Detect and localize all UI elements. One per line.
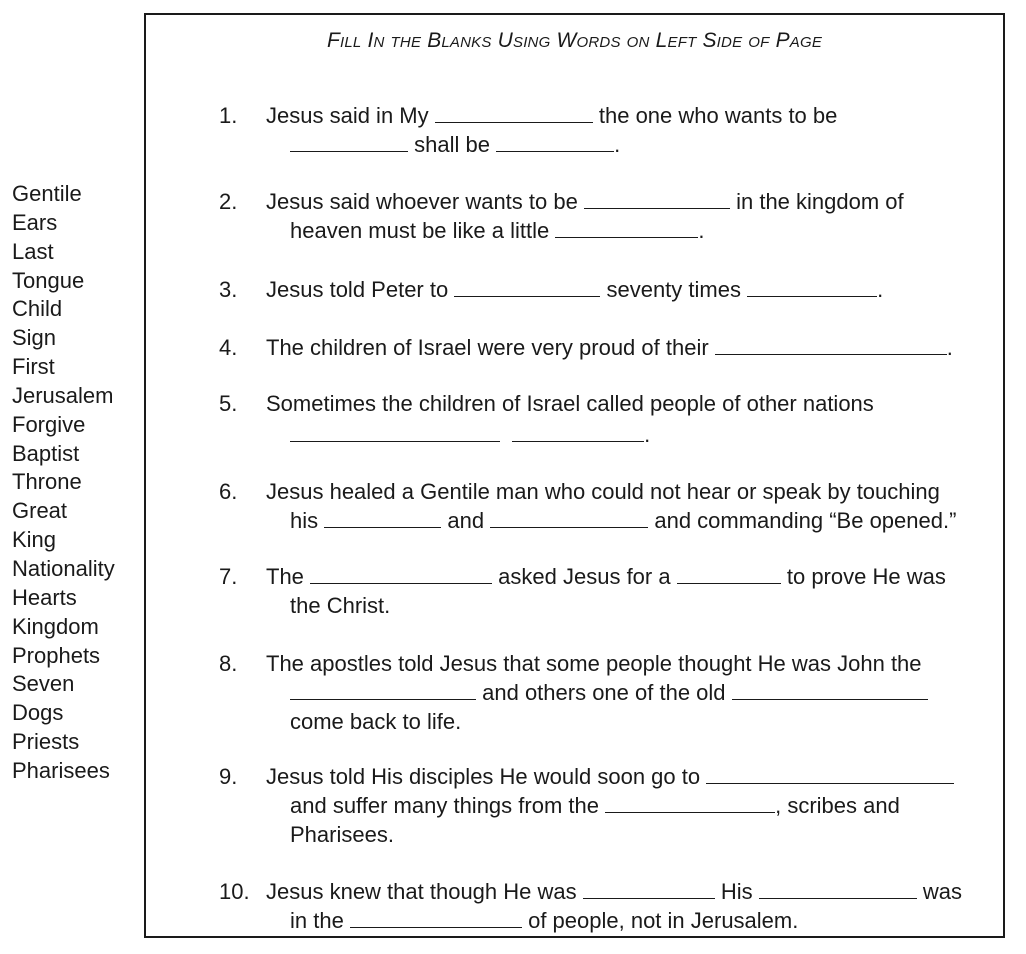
word-bank-item: Throne bbox=[12, 469, 82, 495]
question-text: His bbox=[720, 879, 753, 904]
question-text: , scribes and bbox=[775, 793, 900, 818]
question-number: 8. bbox=[219, 651, 238, 676]
question-text: in the bbox=[290, 908, 344, 933]
word-bank-item: Dogs bbox=[12, 700, 64, 726]
question-text: the Christ. bbox=[290, 593, 391, 618]
question-text: and bbox=[447, 508, 485, 533]
question-line bbox=[266, 389, 874, 418]
word-bank-item: Baptist bbox=[12, 440, 80, 466]
question-line bbox=[266, 333, 953, 362]
question-number: 2. bbox=[219, 189, 238, 214]
question-line bbox=[290, 791, 900, 820]
answer-blank[interactable] bbox=[715, 334, 947, 355]
question-text: Jesus told Peter to bbox=[266, 277, 449, 302]
word-bank-item: Tongue bbox=[12, 267, 85, 293]
question-line bbox=[290, 820, 394, 849]
question-text: and others one of the old bbox=[482, 680, 726, 705]
question-line bbox=[266, 877, 962, 906]
question-number: 10. bbox=[219, 879, 250, 904]
question-text: his bbox=[290, 508, 319, 533]
question-line bbox=[290, 420, 650, 449]
question-text: Jesus knew that though He was bbox=[266, 879, 577, 904]
worksheet-frame bbox=[144, 13, 1005, 938]
question-line bbox=[290, 216, 705, 245]
answer-blank[interactable] bbox=[512, 421, 644, 442]
answer-blank[interactable] bbox=[496, 131, 614, 152]
word-bank-item: Hearts bbox=[12, 584, 77, 610]
answer-blank[interactable] bbox=[435, 102, 593, 123]
question-text: The apostles told Jesus that some people thought He was John the bbox=[266, 651, 922, 676]
question-text: The bbox=[266, 564, 304, 589]
question-text: was bbox=[922, 879, 963, 904]
word-bank-item: Jerusalem bbox=[12, 382, 114, 408]
answer-blank[interactable] bbox=[290, 131, 408, 152]
question-text: to prove He was bbox=[786, 564, 946, 589]
page-heading: Fill In the Blanks Using Words on Left Side of Page bbox=[326, 29, 823, 52]
question-line bbox=[266, 477, 940, 506]
word-bank-item: Great bbox=[12, 498, 68, 524]
word-bank-item: Forgive bbox=[12, 411, 86, 437]
question-line bbox=[266, 275, 883, 304]
word-bank-item: First bbox=[12, 354, 55, 380]
answer-blank[interactable] bbox=[732, 679, 928, 700]
question-text: the one who wants to be bbox=[598, 103, 838, 128]
question-line bbox=[290, 906, 798, 935]
question-number: 3. bbox=[219, 277, 238, 302]
question-text: shall be bbox=[414, 132, 490, 157]
word-bank-item: Ears bbox=[12, 209, 58, 235]
question-text: seventy times bbox=[606, 277, 741, 302]
question-text: . bbox=[946, 335, 953, 360]
word-bank-item: Gentile bbox=[12, 181, 82, 206]
answer-blank[interactable] bbox=[759, 878, 917, 899]
question-number: 5. bbox=[219, 391, 238, 416]
word-bank-item: Child bbox=[12, 296, 63, 322]
question-number: 6. bbox=[219, 479, 238, 504]
question-text: and commanding “Be opened.” bbox=[654, 508, 957, 533]
word-bank-item: Seven bbox=[12, 671, 75, 697]
answer-blank[interactable] bbox=[747, 276, 877, 297]
question-text: in the kingdom of bbox=[736, 189, 904, 214]
question-text: . bbox=[614, 132, 621, 157]
question-text: . bbox=[877, 277, 884, 302]
question-text: Jesus healed a Gentile man who could not hear or speak by touching bbox=[266, 479, 940, 504]
question-line bbox=[290, 678, 928, 707]
question-line bbox=[266, 101, 837, 130]
word-bank-item: Priests bbox=[12, 729, 80, 755]
answer-blank[interactable] bbox=[310, 563, 492, 584]
question-line bbox=[290, 707, 461, 736]
word-bank-item: Pharisees bbox=[12, 757, 110, 783]
question-text: Jesus said whoever wants to be bbox=[266, 189, 578, 214]
question-line bbox=[266, 762, 954, 791]
answer-blank[interactable] bbox=[490, 507, 648, 528]
word-bank-item: Kingdom bbox=[12, 613, 99, 639]
question-text: Jesus told His disciples He would soon go to bbox=[266, 764, 701, 789]
question-text: Sometimes the children of Israel called people of other nations bbox=[266, 391, 874, 416]
question-number: 9. bbox=[219, 764, 238, 789]
answer-blank[interactable] bbox=[555, 217, 698, 238]
question-text: of people, not in Jerusalem. bbox=[528, 908, 799, 933]
question-line bbox=[290, 591, 390, 620]
question-text: heaven must be like a little bbox=[290, 218, 550, 243]
answer-blank[interactable] bbox=[290, 421, 500, 442]
answer-blank[interactable] bbox=[605, 792, 775, 813]
answer-blank[interactable] bbox=[584, 188, 730, 209]
answer-blank[interactable] bbox=[290, 679, 476, 700]
answer-blank[interactable] bbox=[583, 878, 715, 899]
question-text: . bbox=[644, 422, 651, 447]
question-line bbox=[266, 562, 946, 591]
question-text: Pharisees. bbox=[290, 822, 394, 847]
question-text: The children of Israel were very proud of their bbox=[266, 335, 709, 360]
question-text: come back to life. bbox=[290, 709, 462, 734]
answer-blank[interactable] bbox=[706, 763, 954, 784]
question-number: 4. bbox=[219, 335, 238, 360]
question-line bbox=[266, 187, 904, 216]
question-text: Jesus said in My bbox=[266, 103, 429, 128]
question-text: . bbox=[698, 218, 705, 243]
answer-blank[interactable] bbox=[677, 563, 781, 584]
word-bank-item: Sign bbox=[12, 325, 57, 351]
question-number: 7. bbox=[219, 564, 238, 589]
word-bank-item: Last bbox=[12, 238, 54, 264]
question-line bbox=[290, 506, 956, 535]
word-bank-item: Nationality bbox=[12, 555, 115, 581]
word-bank-item: King bbox=[12, 527, 57, 553]
question-line bbox=[266, 649, 922, 678]
question-number: 1. bbox=[219, 103, 238, 128]
answer-blank[interactable] bbox=[454, 276, 600, 297]
word-bank-item: Prophets bbox=[12, 642, 101, 668]
word-bank bbox=[12, 180, 115, 786]
answer-blank[interactable] bbox=[324, 507, 441, 528]
question-line bbox=[290, 130, 620, 159]
question-text: asked Jesus for a bbox=[498, 564, 671, 589]
question-text: and suffer many things from the bbox=[290, 793, 599, 818]
answer-blank[interactable] bbox=[350, 907, 522, 928]
